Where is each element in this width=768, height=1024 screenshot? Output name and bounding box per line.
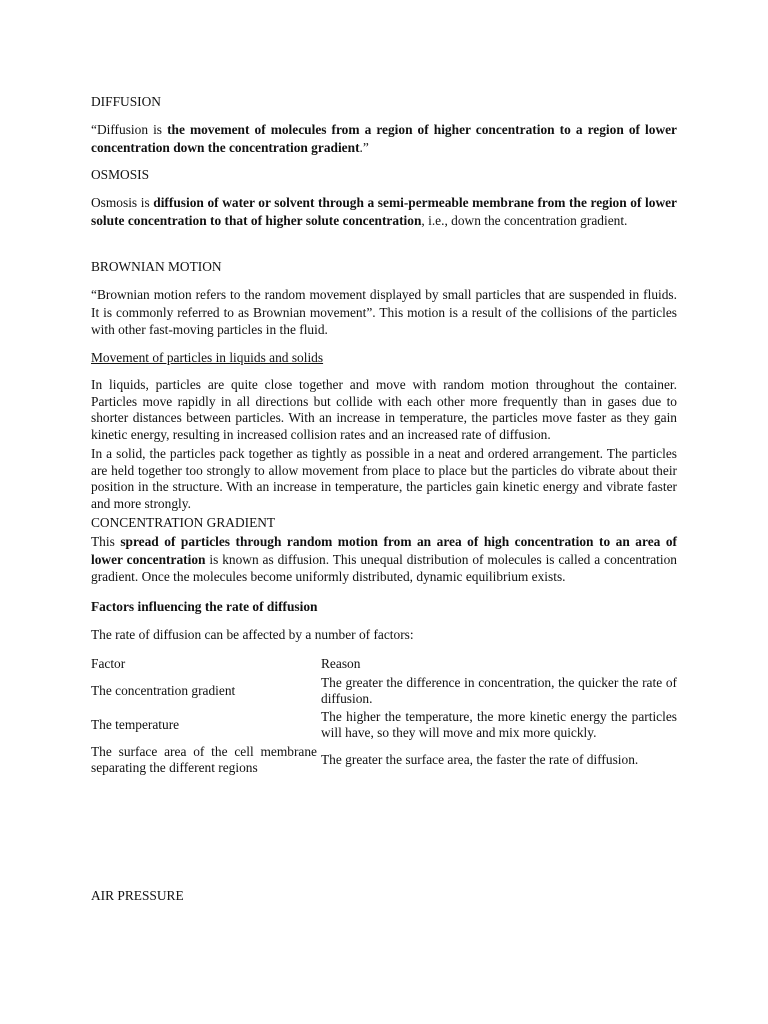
brownian-definition: “Brownian motion refers to the random movement displayed by small particles that are suspended in fluids. It is commonly referred to as Brownian movement”. This motion is a result of the collisions of the particles with other fast-moving particles in the fluid.: [91, 287, 677, 337]
gradient-heading: CONCENTRATION GRADIENT: [91, 515, 276, 530]
diffusion-text-post: .”: [359, 139, 369, 155]
osmosis-heading: OSMOSIS: [91, 167, 150, 182]
table-row: [89, 674, 679, 708]
factor-cell: The surface area of the cell membrane separating the different regions: [91, 744, 317, 775]
osmosis-text-pre: Osmosis is: [91, 195, 154, 210]
solids-paragraph: In a solid, the particles pack together as tightly as possible in a neat and ordered arrangement. The particles are held together too strongly to allow movement from place to place but the particles do vibrate about their position in the structure. With an increase in temperature, the particles gain kinetic energy and vibrate faster and more strongly.: [91, 446, 677, 511]
table-header-row: [89, 654, 679, 674]
factor-cell: The concentration gradient: [91, 683, 236, 698]
gradient-text-bold: spread of particles through random motion from an area of high concentration to an area of lower concentration: [91, 534, 677, 567]
diffusion-text-pre: “Diffusion is: [91, 122, 168, 137]
gradient-paragraph: [91, 533, 677, 586]
diffusion-text-bold: the movement of molecules from a region of higher concentration to a region of lower concentration down the concentration gradient: [91, 122, 678, 155]
factors-table: [89, 654, 679, 778]
osmosis-definition: [91, 194, 677, 229]
liquids-paragraph: In liquids, particles are quite close together and move with random motion throughout the container. Particles move rapidly in all directions but collide with each other more frequently than in gases due to shorter distances between particles. With an increase in temperature, the particles move faster as they gain kinetic energy, resulting in increased collision rates and an increased rate of diffusion.: [91, 377, 677, 442]
reason-cell: The higher the temperature, the more kinetic energy the particles will have, so they will move and mix more quickly.: [321, 709, 677, 740]
diffusion-definition: [91, 121, 677, 156]
factors-heading: Factors influencing the rate of diffusion: [91, 599, 318, 614]
reason-cell: The greater the difference in concentration, the quicker the rate of diffusion.: [321, 675, 677, 706]
movement-heading: Movement of particles in liquids and solids: [91, 350, 324, 365]
air-pressure-heading: AIR PRESSURE: [91, 888, 184, 903]
osmosis-text-post: , i.e., down the concentration gradient.: [421, 212, 628, 228]
gradient-text-post: is known as diffusion. This unequal distribution of molecules is called a concentration gradient. Once the molecules become uniformly distributed, dynamic equilibrium exists.: [91, 551, 677, 584]
table-row: [89, 708, 679, 742]
column-header-factor: Factor: [91, 656, 126, 671]
diffusion-heading: DIFFUSION: [91, 94, 161, 109]
reason-cell: The greater the surface area, the faster the rate of diffusion.: [321, 752, 639, 767]
factors-intro: The rate of diffusion can be affected by a number of factors:: [91, 627, 414, 642]
gradient-text-pre: This: [91, 534, 121, 549]
column-header-reason: Reason: [321, 656, 361, 671]
table-row: [89, 742, 679, 778]
osmosis-text-bold: diffusion of water or solvent through a semi-permeable membrane from the region of lower solute concentration to that of higher solute concentration: [91, 195, 678, 228]
factor-cell: The temperature: [91, 717, 180, 732]
brownian-heading: BROWNIAN MOTION: [91, 259, 222, 274]
